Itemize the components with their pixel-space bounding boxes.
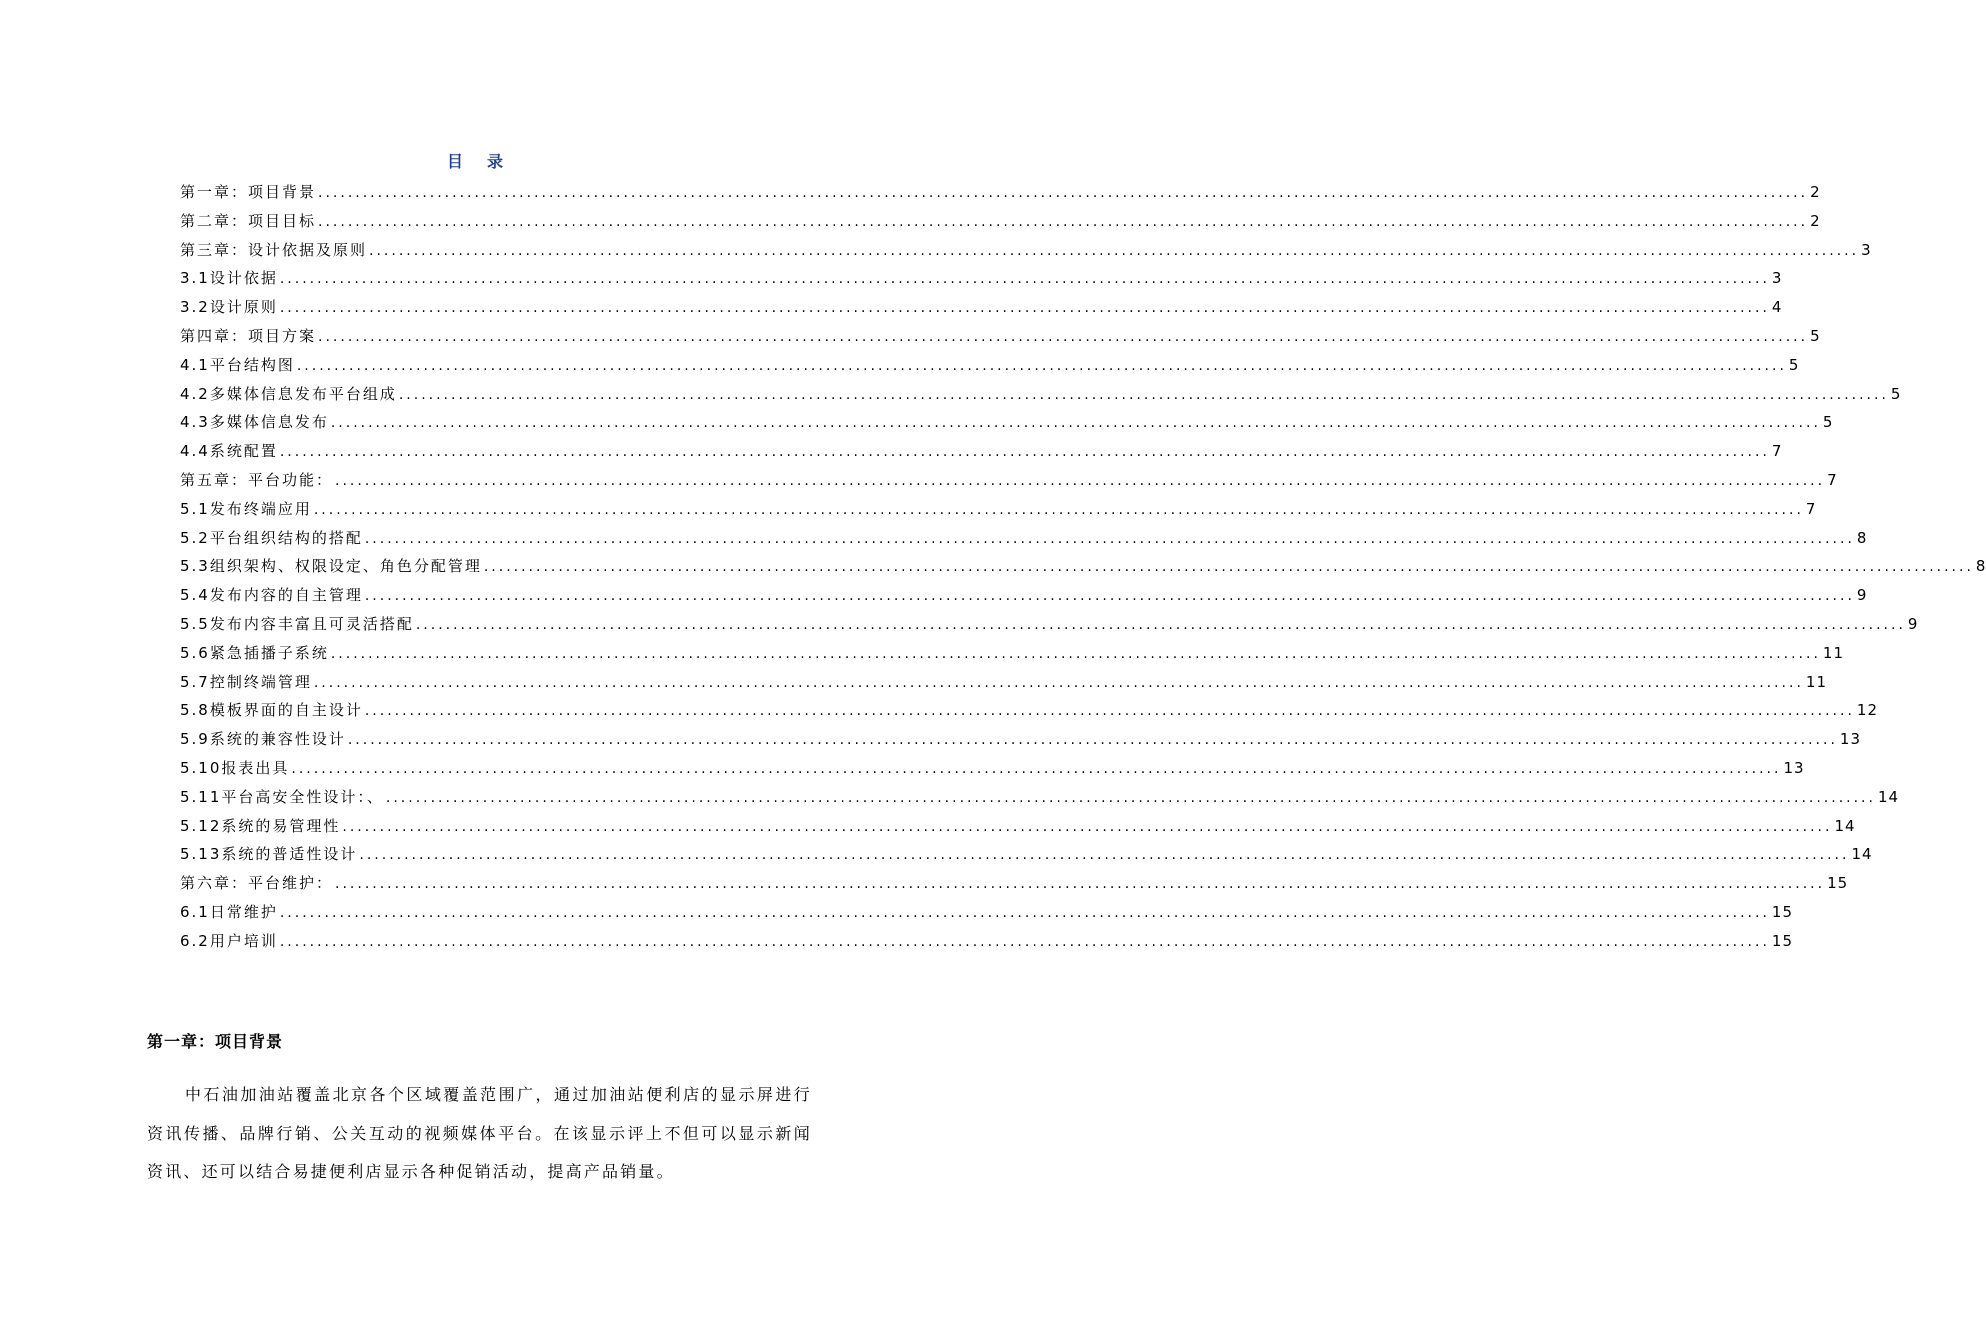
toc-entry-title: 5.9系统的兼容性设计 bbox=[180, 730, 346, 749]
toc-page-number: 7 bbox=[1805, 499, 1817, 518]
toc-entry-title: 第六章：平台维护： bbox=[180, 874, 334, 893]
toc-leader-dots: ........................................................................................................................................................................................................ bbox=[369, 242, 1860, 259]
toc-page-number: 12 bbox=[1856, 701, 1878, 720]
toc-entry[interactable] bbox=[180, 672, 1827, 692]
toc-leader-dots: ........................................................................................................................................................................................................ bbox=[318, 185, 1809, 201]
toc-leader-dots: ........................................................................................................................................................................................................ bbox=[359, 847, 1850, 864]
toc-leader-dots: ........................................................................................................................................................................................................ bbox=[335, 876, 1826, 893]
toc-entry-title: 5.2平台组织结构的搭配 bbox=[180, 528, 363, 547]
toc-entry-title: 5.1发布终端应用 bbox=[180, 499, 312, 518]
toc-entry-title: 5.12系统的易管理性 bbox=[180, 816, 341, 835]
toc-page-number: 4 bbox=[1771, 298, 1783, 317]
toc-leader-dots: ........................................................................................................................................................................................................ bbox=[279, 271, 1770, 288]
toc-entry[interactable] bbox=[180, 902, 1793, 922]
toc-entry[interactable] bbox=[180, 614, 1919, 634]
toc-entry[interactable] bbox=[180, 729, 1861, 749]
toc-entry-title: 5.6紧急插播子系统 bbox=[180, 643, 329, 662]
toc-leader-dots: ........................................................................................................................................................................................................ bbox=[279, 933, 1770, 950]
toc-entry-title: 5.4发布内容的自主管理 bbox=[180, 586, 363, 605]
toc-entry-title: 5.5发布内容丰富且可灵活搭配 bbox=[180, 615, 414, 633]
toc-page-number: 5 bbox=[1822, 413, 1834, 432]
toc-page-number: 15 bbox=[1827, 874, 1849, 893]
toc-page-number: 2 bbox=[1810, 211, 1821, 230]
toc-entry[interactable] bbox=[180, 643, 1844, 663]
toc-entry[interactable] bbox=[180, 873, 1849, 893]
toc-entry-title: 第五章：平台功能： bbox=[180, 471, 334, 489]
toc-entry-title: 第二章：项目目标 bbox=[180, 211, 317, 230]
toc-entry-title: 5.8模板界面的自主设计 bbox=[180, 701, 363, 720]
toc-leader-dots: ........................................................................................................................................................................................................ bbox=[415, 617, 1906, 633]
toc-page-number: 15 bbox=[1771, 931, 1793, 950]
toc-page-number: 7 bbox=[1827, 471, 1838, 489]
body-paragraph: 中石油加油站覆盖北京各个区域覆盖范围广，通过加油站便利店的显示屏进行资讯传播、品牌行销、公关互动的视频媒体平台。在该显示评上不但可以显示新闻资讯、还可以结合易捷便利店显示各种促销活动，提高产品销量。 bbox=[147, 1085, 812, 1181]
toc-entry[interactable] bbox=[180, 931, 1793, 951]
toc-entry-title: 6.2用户培训 bbox=[180, 931, 278, 950]
toc-page-number: 11 bbox=[1822, 643, 1844, 662]
toc-entry-title: 3.1设计依据 bbox=[180, 269, 278, 288]
toc-entry-title: 第一章：项目背景 bbox=[180, 183, 317, 201]
toc-entry[interactable] bbox=[180, 499, 1817, 519]
toc-entry[interactable] bbox=[180, 441, 1783, 461]
toc-entry-title: 5.10报表出具 bbox=[180, 759, 290, 777]
toc-entry[interactable] bbox=[180, 412, 1834, 432]
toc-leader-dots: ........................................................................................................................................................................................................ bbox=[318, 329, 1809, 345]
toc-entry[interactable] bbox=[180, 844, 1873, 864]
toc-leader-dots: ........................................................................................................................................................................................................ bbox=[364, 588, 1855, 605]
toc-leader-dots: ........................................................................................................................................................................................................ bbox=[330, 645, 1821, 662]
toc-entry[interactable] bbox=[180, 758, 1805, 778]
toc-leader-dots: ........................................................................................................................................................................................................ bbox=[279, 300, 1770, 317]
toc-page-number: 13 bbox=[1839, 730, 1861, 749]
toc-entry[interactable] bbox=[180, 585, 1868, 605]
toc-entry[interactable] bbox=[180, 700, 1878, 720]
toc-entry[interactable] bbox=[180, 556, 1986, 576]
toc-entry-title: 4.1平台结构图 bbox=[180, 355, 295, 374]
toc-page-number: 5 bbox=[1810, 327, 1821, 345]
toc-page-number: 14 bbox=[1834, 816, 1856, 835]
toc-entry-title: 5.3组织架构、权限设定、角色分配管理 bbox=[180, 557, 482, 576]
toc-page-number: 8 bbox=[1856, 528, 1868, 547]
toc-page-number: 5 bbox=[1890, 384, 1902, 403]
toc-page-number: 3 bbox=[1861, 240, 1872, 259]
toc-leader-dots: ........................................................................................................................................................................................................ bbox=[398, 386, 1889, 403]
toc-entry[interactable] bbox=[180, 240, 1872, 260]
toc-leader-dots: ........................................................................................................................................................................................................ bbox=[364, 530, 1855, 547]
toc-leader-dots: ........................................................................................................................................................................................................ bbox=[296, 357, 1787, 374]
toc-title: 目录 bbox=[446, 152, 527, 171]
toc-entry[interactable] bbox=[180, 326, 1821, 346]
toc-leader-dots: ........................................................................................................................................................................................................ bbox=[342, 818, 1833, 835]
toc-leader-dots: ........................................................................................................................................................................................................ bbox=[291, 761, 1782, 777]
toc-entry-title: 4.3多媒体信息发布 bbox=[180, 413, 329, 432]
toc-leader-dots: ........................................................................................................................................................................................................ bbox=[364, 703, 1855, 720]
toc-page-number: 15 bbox=[1771, 903, 1793, 921]
toc-page-number: 3 bbox=[1771, 269, 1783, 288]
toc-page-number: 13 bbox=[1783, 759, 1805, 777]
toc-page-number: 14 bbox=[1851, 845, 1873, 864]
toc-page-number: 2 bbox=[1810, 183, 1821, 201]
toc-entry-title: 第三章：设计依据及原则 bbox=[180, 240, 368, 259]
toc-leader-dots: ........................................................................................................................................................................................................ bbox=[335, 473, 1826, 489]
toc-entry[interactable] bbox=[180, 384, 1902, 404]
toc-leader-dots: ........................................................................................................................................................................................................ bbox=[347, 732, 1838, 749]
toc-page-number: 5 bbox=[1788, 355, 1800, 374]
toc-page-number: 8 bbox=[1975, 557, 1986, 576]
toc-entry-title: 4.4系统配置 bbox=[180, 442, 278, 461]
toc-entry-title: 6.1日常维护 bbox=[180, 903, 278, 921]
toc-entry[interactable] bbox=[180, 528, 1868, 548]
toc-leader-dots: ........................................................................................................................................................................................................ bbox=[279, 905, 1770, 921]
toc-leader-dots: ........................................................................................................................................................................................................ bbox=[385, 789, 1876, 806]
toc-entry[interactable] bbox=[180, 787, 1900, 807]
toc-entry-title: 3.2设计原则 bbox=[180, 298, 278, 317]
toc-page-number: 14 bbox=[1877, 787, 1900, 806]
toc-page-number: 11 bbox=[1805, 672, 1827, 691]
toc-entry-title: 5.11平台高安全性设计：、 bbox=[180, 787, 384, 806]
toc-leader-dots: ........................................................................................................................................................................................................ bbox=[318, 213, 1809, 230]
toc-leader-dots: ........................................................................................................................................................................................................ bbox=[313, 674, 1804, 691]
toc-entry-title: 5.7控制终端管理 bbox=[180, 672, 312, 691]
toc-entry-title: 5.13系统的普适性设计 bbox=[180, 845, 358, 864]
toc-entry[interactable] bbox=[180, 470, 1838, 490]
toc-entry[interactable] bbox=[180, 355, 1800, 375]
toc-page-number: 9 bbox=[1907, 615, 1919, 633]
toc-page-number: 9 bbox=[1856, 586, 1868, 605]
toc-entry[interactable] bbox=[180, 268, 1783, 288]
toc-leader-dots: ........................................................................................................................................................................................................ bbox=[330, 415, 1821, 432]
toc-entry[interactable] bbox=[180, 816, 1856, 836]
toc-page-number: 7 bbox=[1771, 442, 1783, 461]
toc-leader-dots: ........................................................................................................................................................................................................ bbox=[313, 501, 1804, 518]
toc-leader-dots: ........................................................................................................................................................................................................ bbox=[279, 444, 1770, 461]
toc-entry-title: 4.2多媒体信息发布平台组成 bbox=[180, 384, 397, 403]
toc-leader-dots: ........................................................................................................................................................................................................ bbox=[483, 559, 1974, 576]
toc-entry[interactable] bbox=[180, 211, 1821, 231]
toc-entry-title: 第四章：项目方案 bbox=[180, 327, 317, 345]
section-heading: 第一章：项目背景 bbox=[147, 1032, 284, 1051]
toc-entry[interactable] bbox=[180, 182, 1821, 202]
toc-entry[interactable] bbox=[180, 297, 1783, 317]
